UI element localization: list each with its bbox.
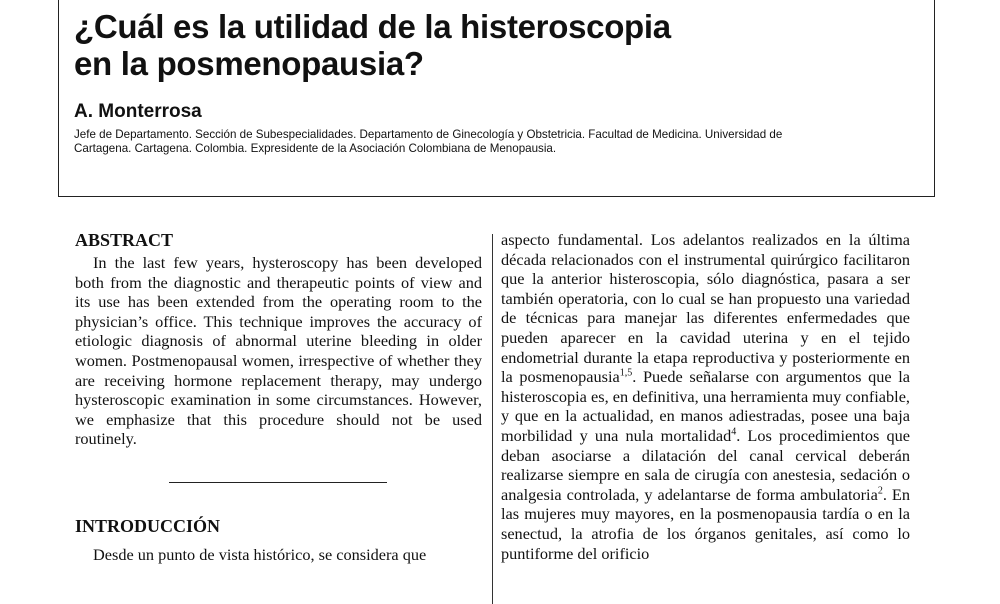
body-segment-2: . Puede señalarse con argumentos que la histeroscopia es, en definitiva, una herramienta muy confiable, y que en la actualidad, en manos adiestradas, posee una baja morbilidad y una nula mortalidad — [501, 367, 910, 445]
title-line-2: en la posmenopausia? — [74, 45, 424, 82]
body-segment-4: . En las mujeres muy mayores, en la posmenopausia tardía o en la senectud, la atrofia de los órganos genitales, así como lo puntiforme del orificio — [501, 484, 910, 563]
author-affiliation — [74, 128, 834, 156]
citation-ref-2: 4 — [731, 426, 737, 438]
body-segment-1: aspecto fundamental. Los adelantos realizados en la última década relacionados con el instrumental quirúrgico facilitaron que la anterior histeroscopia, sólo diagnóstica, pasara a ser también operatoria, con lo cual se han propuesto una variedad de técnicas para manejar las diferentes enfermedades que pueden aparecer en la cavidad uterina y en el tejido endometrial durante la etapa reproductiva y posteriormente en la posmenopausia — [501, 230, 910, 387]
article-title — [74, 8, 874, 82]
section-separator — [169, 482, 387, 483]
left-column — [75, 230, 482, 565]
column-divider — [492, 234, 493, 604]
abstract-heading: ABSTRACT — [75, 230, 174, 250]
right-column — [501, 230, 910, 563]
citation-ref-1: 1,5 — [619, 367, 633, 379]
abstract-text: In the last few years, hysteroscopy has been developed both from the diagnostic and therapeutic points of view and its use has been extended from the operating room to the physician’s office. This technique improves the accuracy of etiologic diagnosis of abnormal uterine bleeding in older women. Postmenopausal women, irrespective of whether they are receiving hormone replacement therapy, may undergo hysteroscopic examination in some circumstances. However, we emphasize that this procedure should not be used routinely. — [75, 253, 482, 449]
body-text-continued — [501, 230, 910, 563]
affiliation-line-2: Cartagena. Cartagena. Colombia. Expresidente de la Asociación Colombiana de Menopausia. — [74, 142, 557, 155]
author-name: A. Monterrosa — [74, 101, 202, 122]
intro-heading: INTRODUCCIÓN — [75, 515, 221, 536]
body-segment-3: . Los procedimientos que deban asociarse a dilatación del canal cervical deberán realizarse siempre en sala de cirugía con anestesia, sedación o analgesia controlada, y adelantarse de forma ambulatoria — [501, 425, 911, 504]
intro-text: Desde un punto de vista histórico, se considera que — [93, 544, 427, 564]
affiliation-line-1: Jefe de Departamento. Sección de Subespecialidades. Departamento de Ginecología y Obstetricia. Facultad de Medicina. Universidad de — [74, 128, 783, 141]
citation-ref-3: 2 — [877, 485, 883, 497]
title-line-1: ¿Cuál es la utilidad de la histeroscopia — [74, 8, 671, 45]
